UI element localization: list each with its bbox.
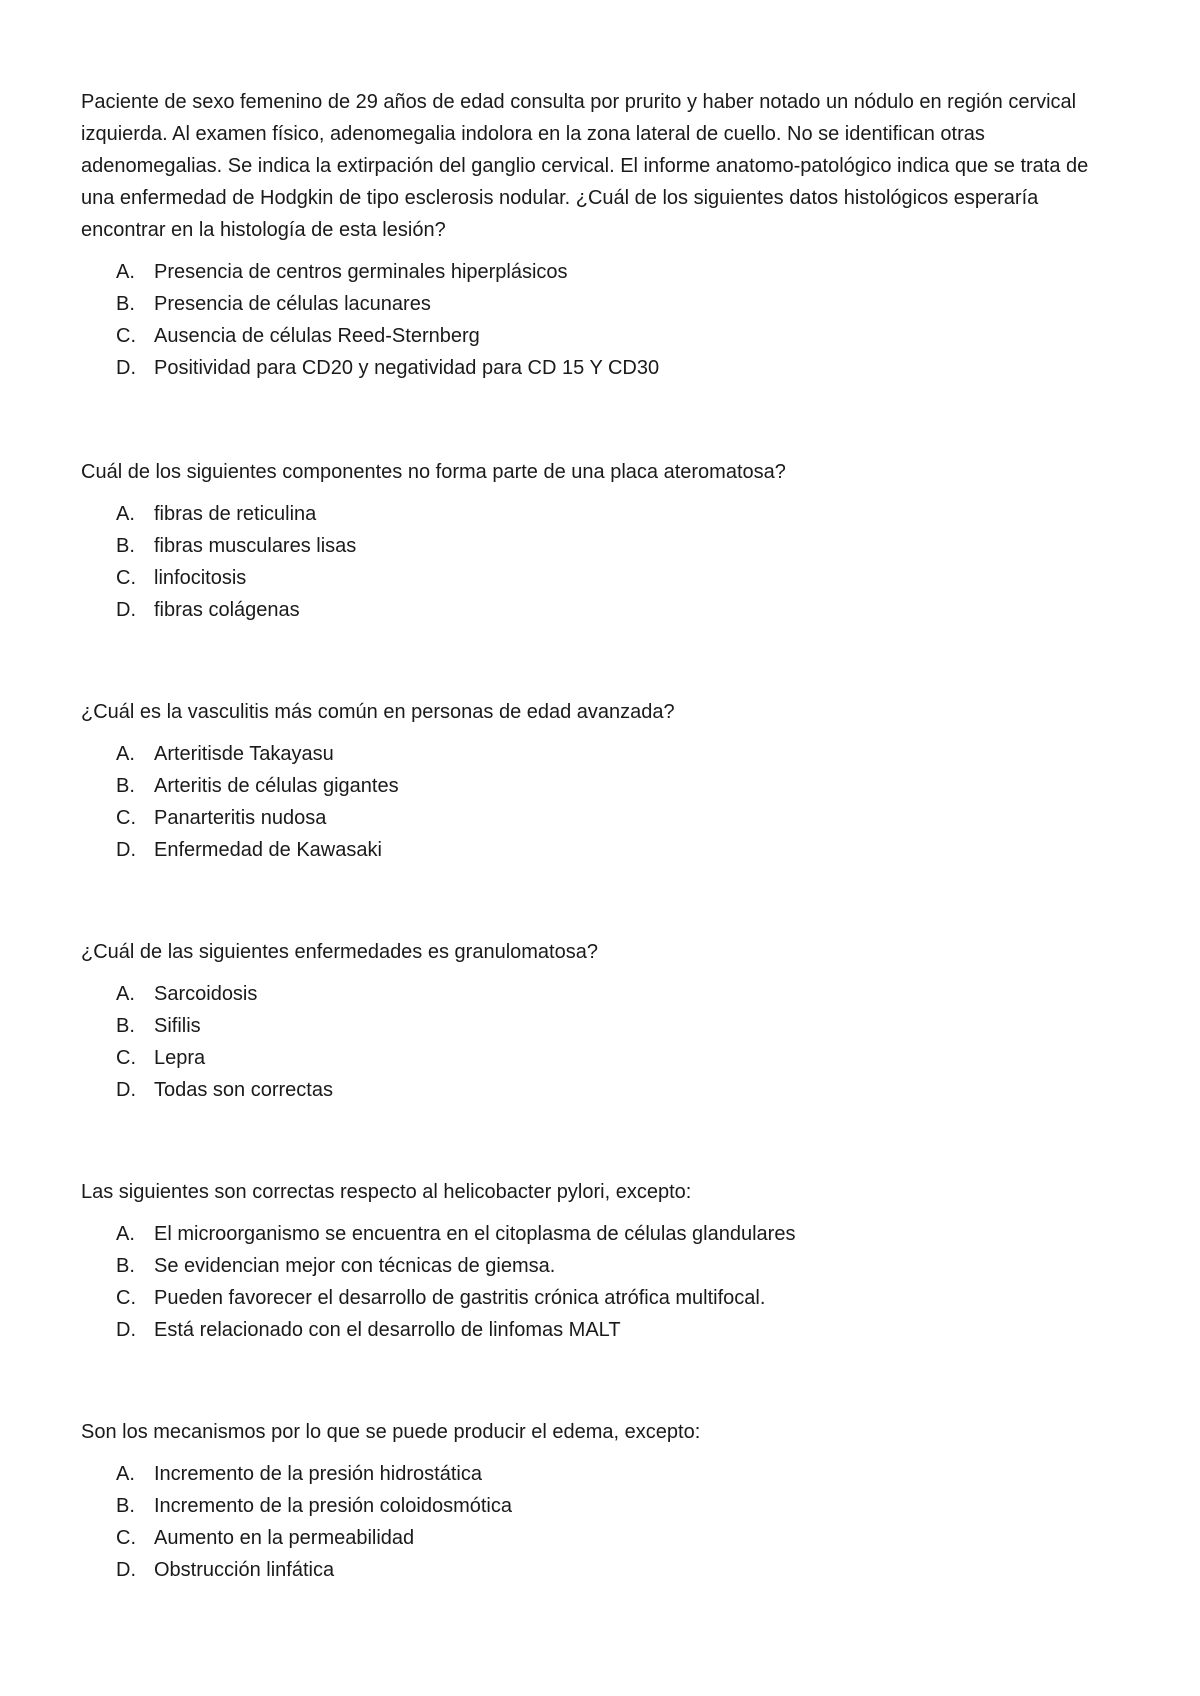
option-c xyxy=(81,802,1121,834)
option-letter: B. xyxy=(116,293,135,315)
option-text: El microorganismo se encuentra en el citoplasma de células glandulares xyxy=(154,1223,796,1245)
option-letter: D. xyxy=(116,357,136,379)
question-stem: ¿Cuál es la vasculitis más común en personas de edad avanzada? xyxy=(81,701,675,723)
option-letter: D. xyxy=(116,839,136,861)
question-3 xyxy=(81,696,1121,866)
option-text: Panarteritis nudosa xyxy=(154,807,327,829)
option-b xyxy=(81,1010,1121,1042)
option-d xyxy=(81,352,1121,384)
option-letter: C. xyxy=(116,1047,136,1069)
option-a xyxy=(81,1458,1121,1490)
option-text: Ausencia de células Reed-Sternberg xyxy=(154,325,480,347)
option-b xyxy=(81,288,1121,320)
option-text: Incremento de la presión coloidosmótica xyxy=(154,1495,512,1517)
option-letter: C. xyxy=(116,567,136,589)
option-list xyxy=(81,1218,1121,1346)
question-5 xyxy=(81,1176,1121,1346)
option-text: Presencia de células lacunares xyxy=(154,293,431,315)
option-text: fibras de reticulina xyxy=(154,503,317,525)
option-text: Sarcoidosis xyxy=(154,983,258,1005)
option-letter: C. xyxy=(116,325,136,347)
option-letter: A. xyxy=(116,1463,135,1485)
option-text: Presencia de centros germinales hiperplásicos xyxy=(154,261,568,283)
option-text: Se evidencian mejor con técnicas de giemsa. xyxy=(154,1255,556,1277)
option-letter: A. xyxy=(116,1223,135,1245)
question-stem: ¿Cuál de las siguientes enfermedades es granulomatosa? xyxy=(81,941,598,963)
option-letter: B. xyxy=(116,535,135,557)
option-text: fibras colágenas xyxy=(154,599,300,621)
option-text: fibras musculares lisas xyxy=(154,535,357,557)
option-c xyxy=(81,562,1121,594)
option-text: Arteritis de células gigantes xyxy=(154,775,399,797)
option-text: Lepra xyxy=(154,1047,206,1069)
option-list xyxy=(81,256,1121,384)
option-d xyxy=(81,1554,1121,1586)
question-6 xyxy=(81,1416,1121,1586)
option-letter: A. xyxy=(116,983,135,1005)
option-text: Incremento de la presión hidrostática xyxy=(154,1463,482,1485)
option-text: Obstrucción linfática xyxy=(154,1559,335,1581)
option-c xyxy=(81,1282,1121,1314)
question-stem: Paciente de sexo femenino de 29 años de edad consulta por prurito y haber notado un nódulo en región cervical izquierda. Al examen físico, adenomegalia indolora en la zona lateral de cuello. No se identifican otras adenomegalias. Se indica la extirpación del ganglio cervical. El informe anatomo-patológico indica que se trata de una enfermedad de Hodgkin de tipo esclerosis nodular. ¿Cuál de los siguientes datos histológicos esperaría encontrar en la histología de esta lesión? xyxy=(81,91,1089,241)
option-text: Sifilis xyxy=(154,1015,201,1037)
option-letter: B. xyxy=(116,1255,135,1277)
question-stem: Cuál de los siguientes componentes no forma parte de una placa ateromatosa? xyxy=(81,461,786,483)
option-text: Aumento en la permeabilidad xyxy=(154,1527,415,1549)
option-letter: A. xyxy=(116,743,135,765)
option-text: Positividad para CD20 y negatividad para CD 15 Y CD30 xyxy=(154,357,660,379)
option-letter: C. xyxy=(116,807,136,829)
option-list xyxy=(81,738,1121,866)
option-list xyxy=(81,978,1121,1106)
option-letter: A. xyxy=(116,261,135,283)
option-b xyxy=(81,770,1121,802)
option-list xyxy=(81,498,1121,626)
option-c xyxy=(81,320,1121,352)
option-a xyxy=(81,498,1121,530)
option-d xyxy=(81,1314,1121,1346)
option-letter: D. xyxy=(116,599,136,621)
option-c xyxy=(81,1042,1121,1074)
question-stem: Son los mecanismos por lo que se puede producir el edema, excepto: xyxy=(81,1421,701,1443)
option-b xyxy=(81,1250,1121,1282)
option-letter: B. xyxy=(116,775,135,797)
option-a xyxy=(81,738,1121,770)
option-text: Arteritisde Takayasu xyxy=(154,743,334,765)
question-stem: Las siguientes son correctas respecto al helicobacter pylori, excepto: xyxy=(81,1181,692,1203)
option-b xyxy=(81,530,1121,562)
question-4 xyxy=(81,936,1121,1106)
option-c xyxy=(81,1522,1121,1554)
option-letter: C. xyxy=(116,1287,136,1309)
option-a xyxy=(81,978,1121,1010)
question-1 xyxy=(81,86,1121,384)
option-letter: B. xyxy=(116,1495,135,1517)
option-letter: D. xyxy=(116,1319,136,1341)
option-list xyxy=(81,1458,1121,1586)
option-letter: A. xyxy=(116,503,135,525)
option-d xyxy=(81,1074,1121,1106)
option-letter: C. xyxy=(116,1527,136,1549)
option-a xyxy=(81,1218,1121,1250)
question-2 xyxy=(81,456,1121,626)
option-text: Enfermedad de Kawasaki xyxy=(154,839,382,861)
option-letter: B. xyxy=(116,1015,135,1037)
option-d xyxy=(81,594,1121,626)
option-text: Todas son correctas xyxy=(154,1079,333,1101)
option-letter: D. xyxy=(116,1079,136,1101)
option-b xyxy=(81,1490,1121,1522)
option-d xyxy=(81,834,1121,866)
option-a xyxy=(81,256,1121,288)
option-text: linfocitosis xyxy=(154,567,247,589)
option-text: Está relacionado con el desarrollo de linfomas MALT xyxy=(154,1319,621,1341)
option-letter: D. xyxy=(116,1559,136,1581)
option-text: Pueden favorecer el desarrollo de gastritis crónica atrófica multifocal. xyxy=(154,1287,766,1309)
